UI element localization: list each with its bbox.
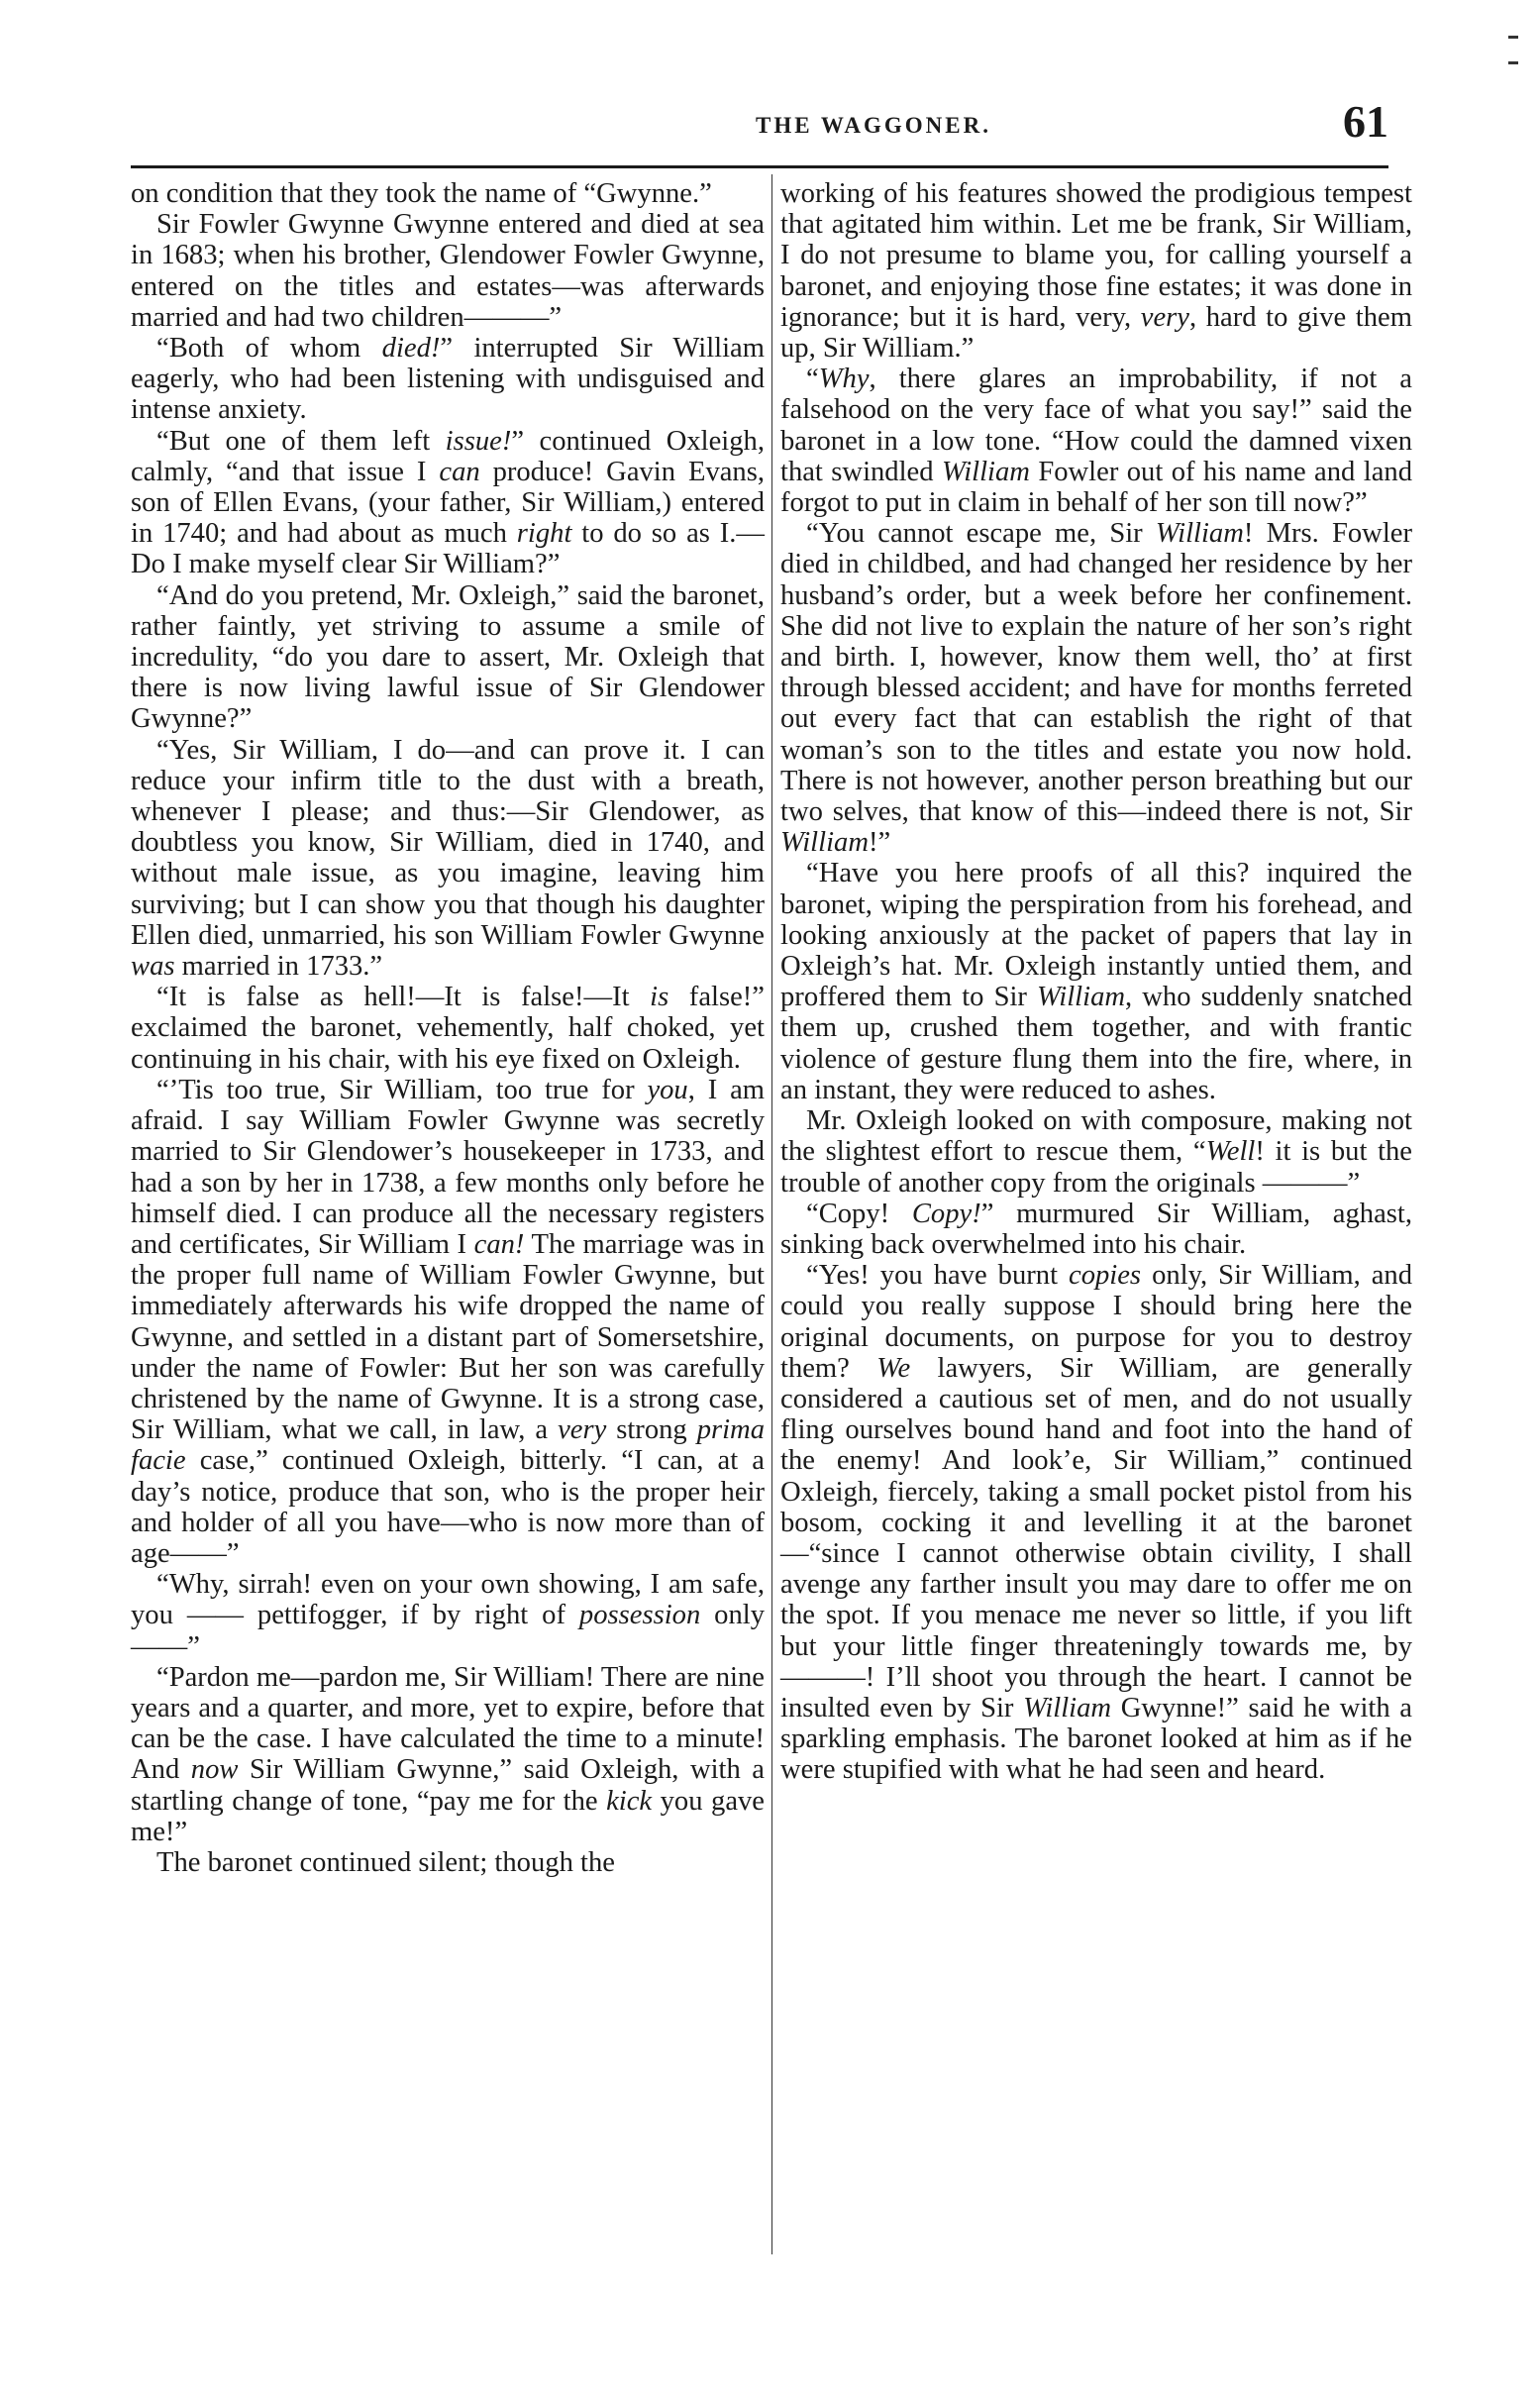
paragraph: “But one of them left issue!” continued Oxleigh, calmly, “and that issue I can produce! Gavin Evans, son of Ellen Evans, (your father, Sir William,) entered in 1740; and had about as much right to do so as I.—Do I make myself clear Sir William?”	[131, 425, 766, 580]
paragraph: Sir Fowler Gwynne Gwynne entered and died at sea in 1683; when his brother, Glendower Fowler Gwynne, entered on the titles and estates—was afterwards married and had two children———”	[131, 209, 765, 333]
paragraph: “You cannot escape me, Sir William! Mrs. Fowler died in childbed, and had changed her residence by her husband’s order, but a week before her confinement. She did not live to explain the nature of her son’s right and birth. I, however, know them well, tho’ at first through blessed accident; and have for months ferreted out every fact that can establish the right of that woman’s son to the titles and estate you now hold. There is not however, another person breathing but our two selves, that know of this—indeed there is not, Sir William!”	[780, 518, 1412, 859]
page-header	[131, 95, 1388, 155]
paragraph: “Why, there glares an improbability, if not a falsehood on the very face of what you say!” said the baronet in a low tone. “How could the damned vixen that swindled William Fowler out of his name and land forgot to put in claim in behalf of her son till now?”	[780, 364, 1412, 519]
page-number: 61	[1343, 96, 1388, 147]
paragraph: “’Tis too true, Sir William, too true for you, I am afraid. I say William Fowler Gwynne was secretly married to Sir Glendower’s housekeeper in 1733, and had a son by her in 1738, a few months only before he himself died. I can produce all the necessary registers and certificates, Sir William I can! The marriage was in the proper full name of William Fowler Gwynne, but immediately afterwards his wife dropped the name of Gwynne, and settled in a distant part of Somersetshire, under the name of Fowler: But her son was carefully christened by the name of Gwynne. It is a strong case, Sir William, what we call, in law, a very strong prima facie case,” continued Oxleigh, bitterly. “I can, at a day’s notice, produce that son, who is the proper heir and holder of all you have—who is now more than of age——”	[131, 1074, 766, 1569]
paragraph: “Have you here proofs of all this? inquired the baronet, wiping the perspiration from his forehead, and looking anxiously at the packet of papers that lay in Oxleigh’s hat. Mr. Oxleigh instantly untied them, and proffered them to Sir William, who suddenly snatched them up, crushed them together, and with frantic violence of gesture flung them into the fire, where, in an instant, they were reduced to ashes.	[780, 858, 1412, 1105]
paragraph: Mr. Oxleigh looked on with composure, making not the slightest effort to rescue them, “Well! it is but the trouble of another copy from the originals ———”	[780, 1105, 1412, 1199]
paragraph: “And do you pretend, Mr. Oxleigh,” said the baronet, rather faintly, yet striving to assume a smile of incredulity, “do you dare to assert, Mr. Oxleigh that there is now living lawful issue of Sir Glendower Gwynne?”	[131, 579, 765, 735]
paragraph: “Why, sirrah! even on your own showing, I am safe, you —— pettifogger, if by right of possession only ——”	[131, 1569, 766, 1662]
header-rule	[131, 165, 1388, 168]
margin-mark	[1508, 61, 1518, 64]
margin-mark	[1508, 36, 1518, 39]
paragraph: “Yes! you have burnt copies only, Sir William, and could you really suppose I should bring here the original documents, on purpose for you to destroy them? We lawyers, Sir William, are generally considered a cautious set of men, and do not usually fling ourselves bound hand and foot into the hand of the enemy! And look’e, Sir William,” continued Oxleigh, fiercely, taking a small pocket pistol from his bosom, cocking it and levelling it at the baronet—“since I cannot otherwise obtain civility, I shall avenge any farther insult you may dare to offer me on the spot. If you menace me never so little, if you lift but your little finger threateningly towards me, by ———! I’ll shoot you through the heart. I cannot be insulted even by Sir William Gwynne!” said he with a sparkling emphasis. The baronet looked at him as if he were stupified with what he had seen and heard.	[780, 1260, 1413, 1786]
paragraph: “It is false as hell!—It is false!—It is false!” exclaimed the baronet, vehemently, half choked, yet continuing in his chair, with his eye fixed on Oxleigh.	[131, 982, 766, 1075]
paragraph: “Copy! Copy!” murmured Sir William, aghast, sinking back overwhelmed into his chair.	[780, 1198, 1412, 1260]
paragraph: “Yes, Sir William, I do—and can prove it. I can reduce your infirm title to the dust with a breath, whenever I please; and thus:—Sir Glendower, as doubtless you know, Sir William, died in 1740, and without male issue, as you imagine, leaving him surviving; but I can show you that though his daughter Ellen died, unmarried, his son William Fowler Gwynne was married in 1733.”	[131, 734, 765, 983]
left-column	[131, 178, 765, 1878]
paragraph: “Pardon me—pardon me, Sir William! There are nine years and a quarter, and more, yet to expire, before that can be the case. I have calculated the time to a minute! And now Sir William Gwynne,” said Oxleigh, with a startling change of tone, “pay me for the kick you gave me!”	[131, 1661, 765, 1847]
paragraph: The baronet continued silent; though the	[156, 1846, 615, 1878]
paragraph: on condition that they took the name of “Gwynne.”	[131, 178, 712, 209]
paragraph: “Both of whom died!” interrupted Sir William eagerly, who had been listening with undisguised and intense anxiety.	[131, 333, 765, 426]
running-title: THE WAGGONER.	[756, 113, 991, 138]
paragraph: working of his features showed the prodigious tempest that agitated him within. Let me be frank, Sir William, I do not presume to blame you, for calling yourself a baronet, and enjoying those fine estates; it was done in ignorance; but it is hard, very, very, hard to give them up, Sir William.”	[780, 178, 1412, 365]
right-column	[780, 178, 1412, 1786]
column-divider	[771, 174, 772, 2254]
